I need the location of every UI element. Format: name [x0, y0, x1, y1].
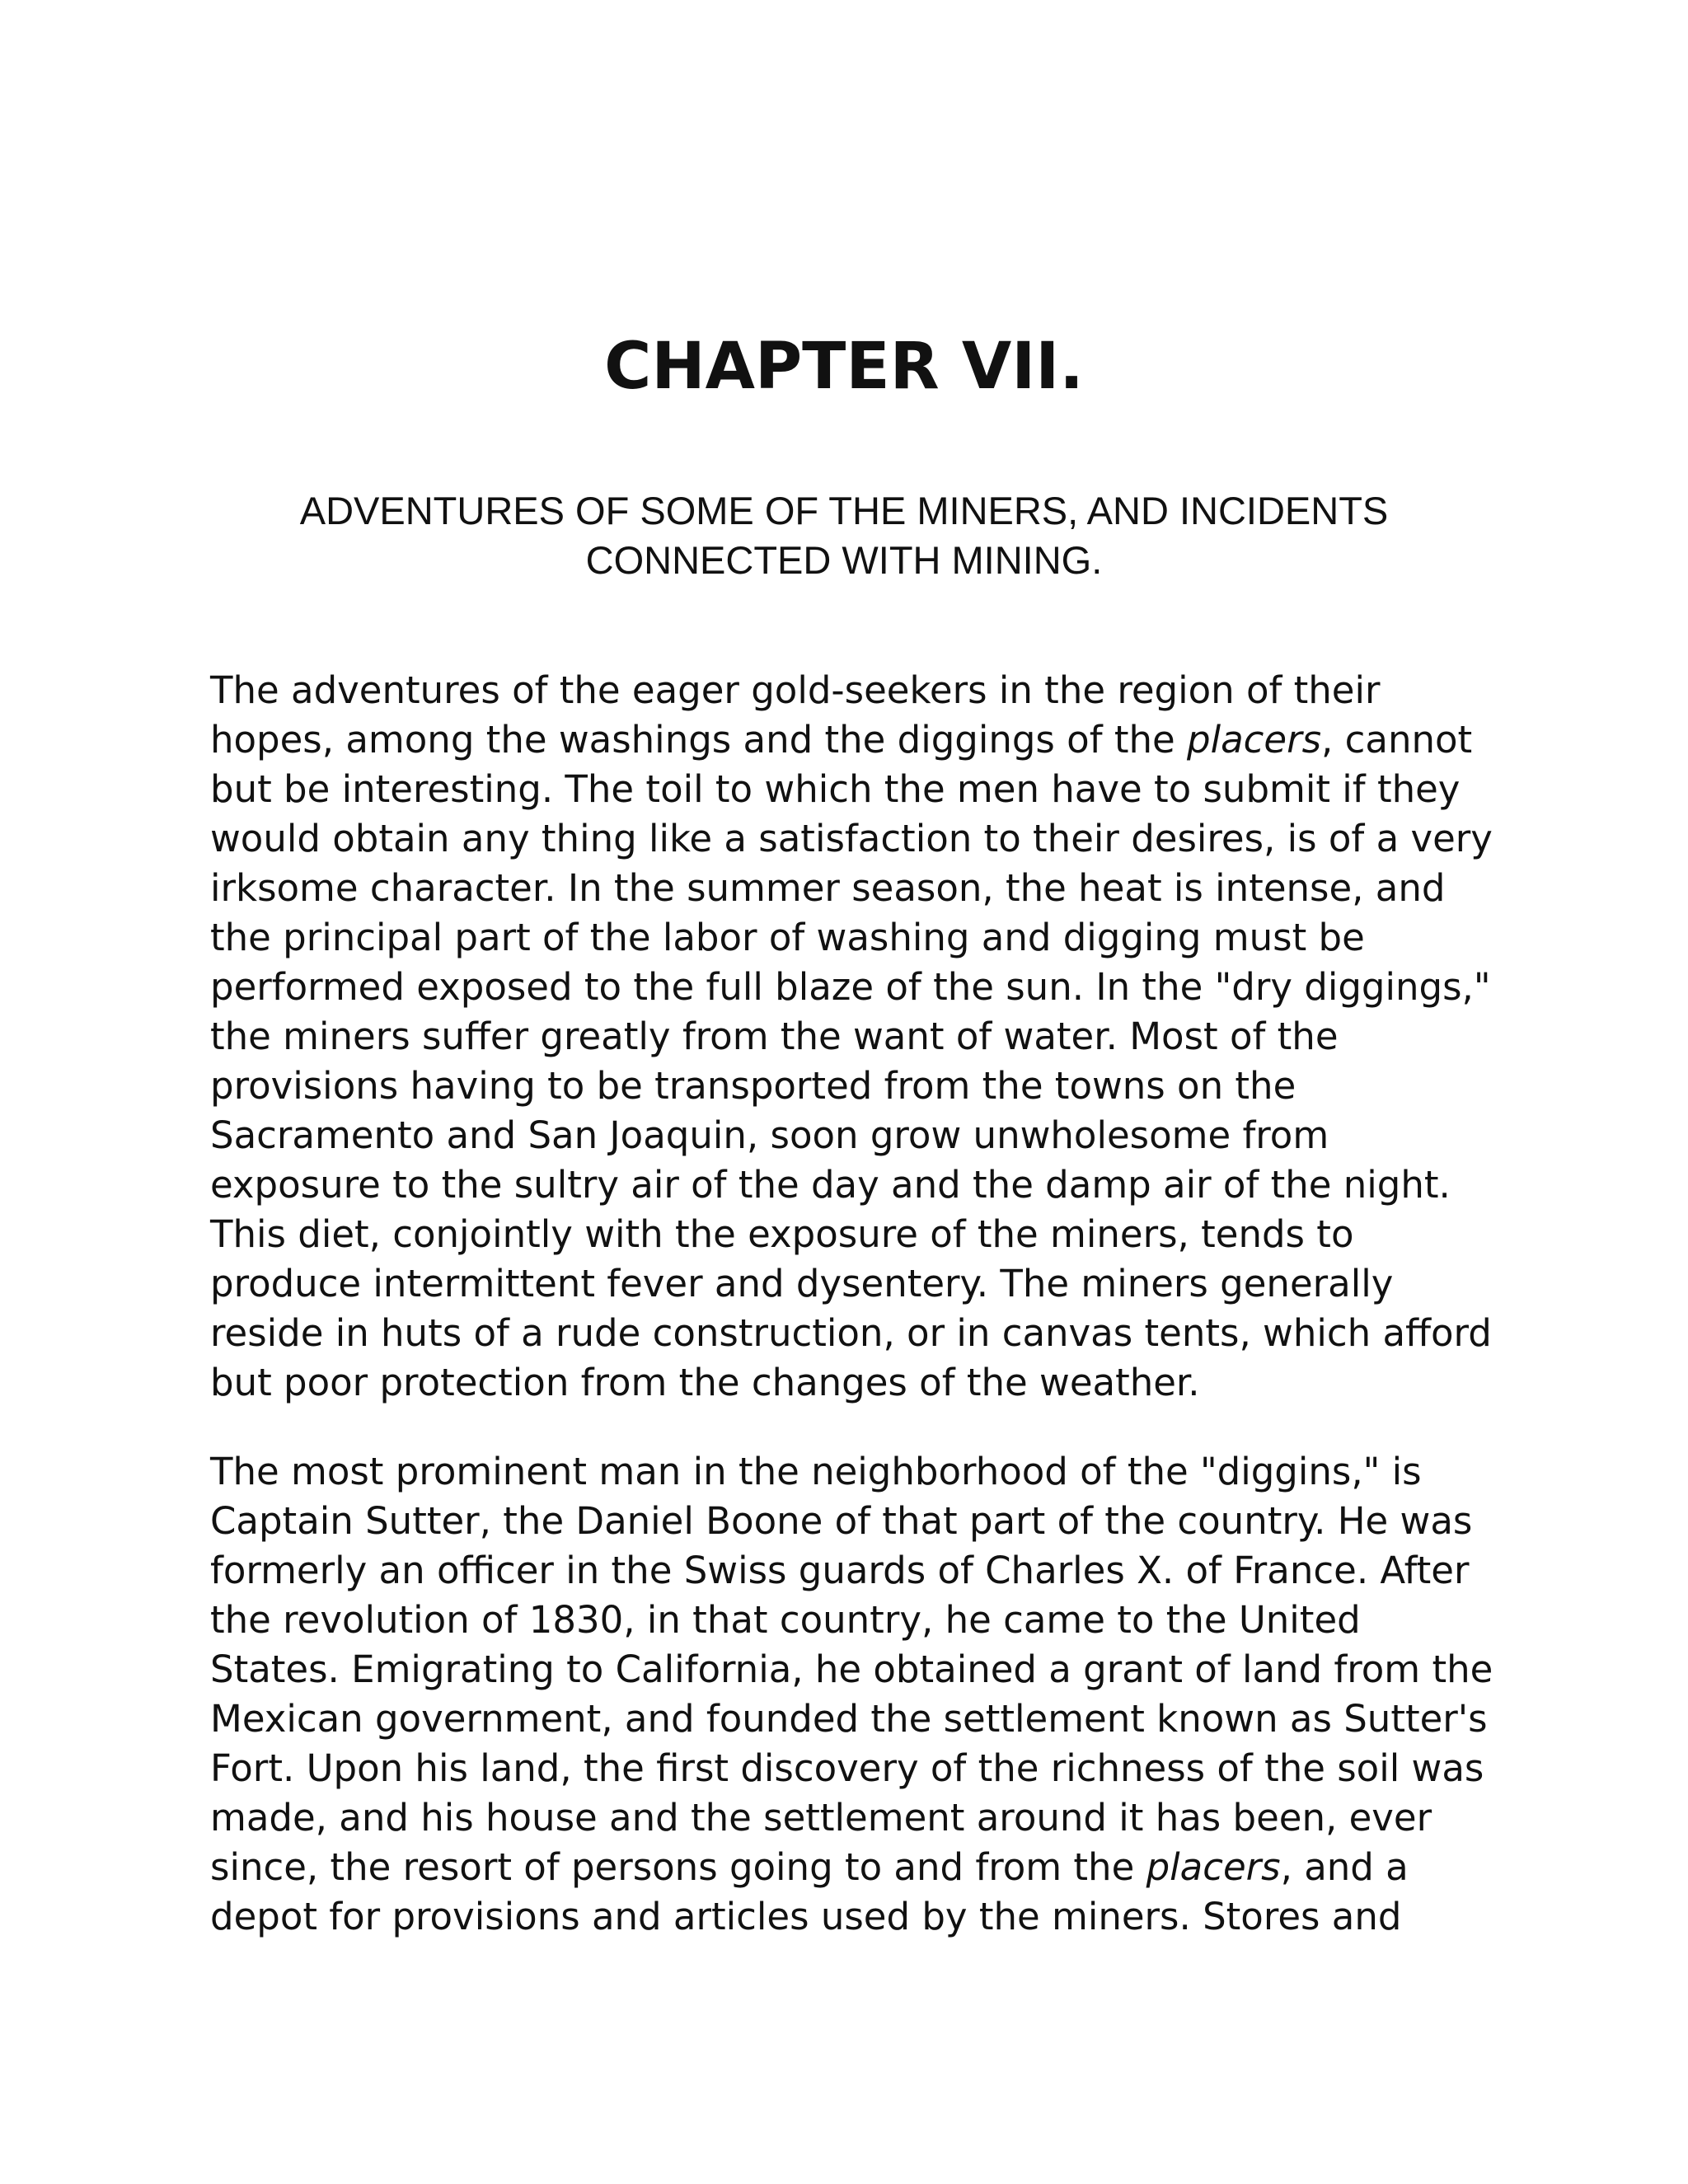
chapter-subtitle-line: ADVENTURES OF SOME OF THE MINERS, AND INCIDENTS — [299, 489, 1389, 532]
body-text — [210, 666, 1496, 1981]
text-line: the miners suffer greatly from the want of water. Most of the — [210, 1015, 1339, 1058]
text-line — [210, 1843, 1496, 1892]
text-line: but be interesting. The toil to which the men have to submit if they — [210, 767, 1461, 811]
text-line: Fort. Upon his land, the first discovery of the richness of the soil was — [210, 1746, 1484, 1790]
text-line: reside in huts of a rude construction, or in canvas tents, which afford — [210, 1311, 1492, 1355]
text-line: The most prominent man in the neighborhood of the "diggins," is — [210, 1450, 1422, 1493]
paragraph — [210, 1447, 1496, 1942]
text-line: but poor protection from the changes of the weather. — [210, 1361, 1200, 1404]
text-line: performed exposed to the full blaze of the sun. In the "dry diggings," — [210, 965, 1491, 1009]
text-line: depot for provisions and articles used by the miners. Stores and — [210, 1895, 1402, 1938]
text-line: Captain Sutter, the Daniel Boone of that part of the country. He was — [210, 1499, 1473, 1543]
italic-term: placers — [1146, 1845, 1281, 1889]
text-line: provisions having to be transported from the towns on the — [210, 1064, 1296, 1108]
chapter-title: CHAPTER VII. — [604, 330, 1084, 404]
paragraph — [210, 666, 1496, 1408]
text-line: formerly an officer in the Swiss guards of Charles X. of France. After — [210, 1549, 1470, 1592]
text-line: the principal part of the labor of washing and digging must be — [210, 916, 1365, 959]
text-line: exposure to the sultry air of the day and the damp air of the night. — [210, 1163, 1451, 1207]
text-segment: since, the resort of persons going to and from the — [210, 1845, 1146, 1889]
text-line — [210, 715, 1496, 765]
text-line: the revolution of 1830, in that country, he came to the United — [210, 1598, 1361, 1642]
chapter-subtitle-line: CONNECTED WITH MINING. — [585, 538, 1103, 582]
text-line: This diet, conjointly with the exposure of the miners, tends to — [210, 1212, 1354, 1256]
text-segment: , and a — [1280, 1845, 1409, 1889]
text-line: would obtain any thing like a satisfaction to their desires, is of a very — [210, 817, 1493, 860]
italic-term: placers — [1187, 718, 1322, 762]
text-segment: , cannot — [1321, 718, 1473, 762]
text-line: The adventures of the eager gold-seekers in the region of their — [210, 668, 1381, 712]
text-line: Mexican government, and founded the settlement known as Sutter's — [210, 1697, 1488, 1741]
text-line: produce intermittent fever and dysentery. The miners generally — [210, 1262, 1394, 1305]
chapter-subtitle — [247, 486, 1441, 585]
text-line: Sacramento and San Joaquin, soon grow unwholesome from — [210, 1113, 1329, 1157]
text-line: irksome character. In the summer season, the heat is intense, and — [210, 866, 1446, 910]
text-line: made, and his house and the settlement around it has been, ever — [210, 1796, 1432, 1840]
text-line: States. Emigrating to California, he obtained a grant of land from the — [210, 1647, 1493, 1691]
text-segment: hopes, among the washings and the diggings of the — [210, 718, 1188, 762]
